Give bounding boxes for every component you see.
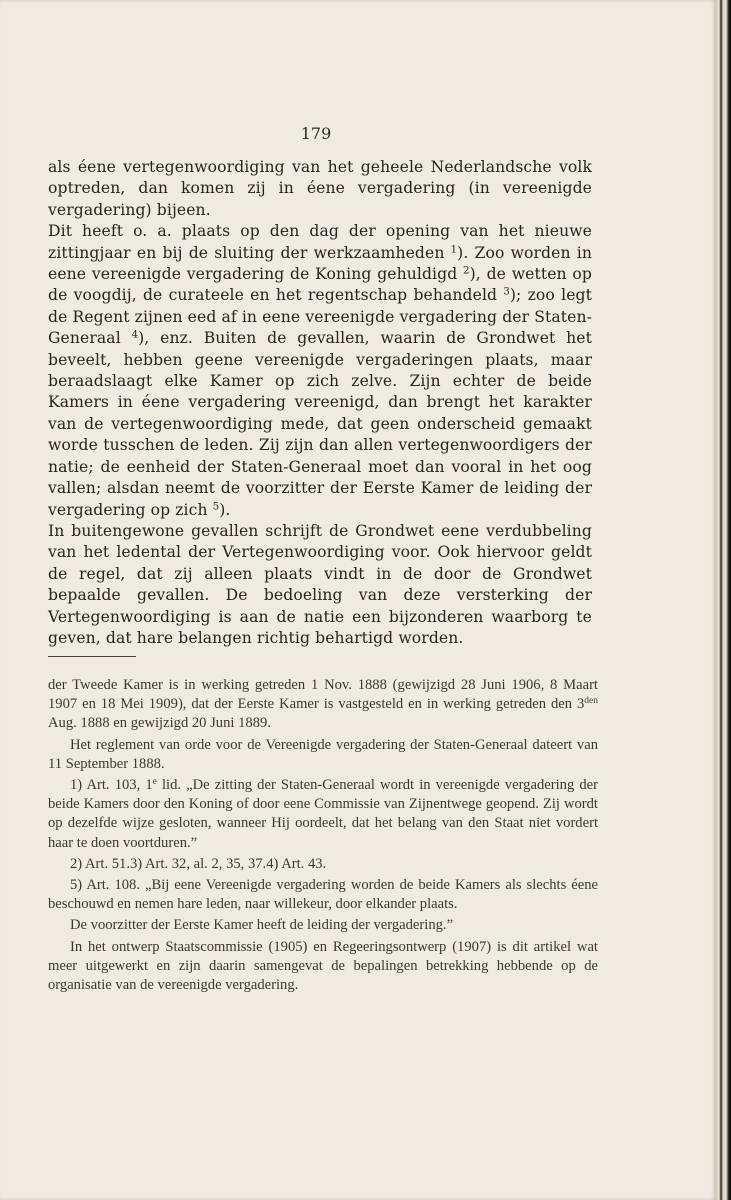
page-number: 179 xyxy=(300,124,332,143)
footnote-ref-2: 2 xyxy=(463,265,470,277)
footnote-ref-5: 5 xyxy=(212,500,220,512)
paragraph-3: In buitengewone gevallen schrijft de Grondwet eene verdubbeling van het ledental der Vertegenwoordiging voor. Ook hiervoor geldt de regel, dat zij alleen plaats vindt in de door de Grondwet bepaalde gevallen. De bedoeling van deze versterking der Vertegenwoordiging is aan de natie een bijzonderen waarborg te geven, dat hare belangen richtig behartigd worden. xyxy=(48,521,592,647)
footnote-5: 5) Art. 108. „Bij eene Vereenigde vergadering worden de beide Kamers als slechts éene beschouwd en nemen hare leden, naar willekeur, door elkander plaats. xyxy=(48,877,598,913)
footnote-4: 4) Art. 43. xyxy=(266,855,327,872)
footnote-2: 2) Art. 51. xyxy=(70,855,130,872)
footnotes xyxy=(48,676,598,997)
footnote-ontwerp: In het ontwerp Staatscommissie (1905) en Regeeringsontwerp (1907) is dit artikel wat meer uitgewerkt en zijn daarin samengevat de bepalingen betrekking hebbende op de organisatie van de vereenigde vergadering. xyxy=(48,938,598,994)
footnote-5-continued: De voorzitter der Eerste Kamer heeft de leiding der vergadering.” xyxy=(70,917,454,934)
paragraph-2: Dit heeft o. a. plaats op den dag der opening van het nieuwe zittingjaar en bij de sluiting der werkzaamheden $^1$). Zoo worden in eene vereenigde vergadering de Koning gehuldigd $^2$), de wetten op de voogdij, de curateele en het regentschap behandeld $^3$); zoo legt de Regent zijnen eed af in eene vereenigde vergadering der Staten-Generaal $^4$), enz. Buiten de gevallen, waarin de Grondwet het beveelt, hebben geene vereenigde vergaderingen plaats, maar beraadslaagt elke Kamer op zich zelve. Zijn echter de beide Kamers in éene vergadering vereenigd, dan brengt het karakter van de vertegenwoordiging mede, dat geen onderscheid gemaakt worde tusschen de leden. Zij zijn dan allen vertegenwoordigers der natie; de eenheid der Staten-Generaal moet dan vooral in het oog vallen; alsdan neemt de voorzitter der Eerste Kamer de leiding der vergadering op zich $^5$). xyxy=(48,222,592,519)
paragraph-1: als éene vertegenwoordiging van het geheele Nederlandsche volk optreden, dan komen zij in éene vergadering (in vereenigde vergadering) bijeen. xyxy=(48,158,592,219)
footnote-reglement: Het reglement van orde voor de Vereenigde vergadering der Staten-Generaal dateert van 11 September 1888. xyxy=(48,736,598,772)
page-edge xyxy=(716,0,731,1200)
footnote-continuation: der Tweede Kamer is in werking getreden 1 Nov. 1888 (gewijzigd 28 Juni 1906, 8 Maart 1907 en 18 Mei 1909), dat der Eerste Kamer is vastgesteld en in werking getreden den $3^{den}$ Aug. 1888 en gewijzigd 20 Juni 1889. xyxy=(48,677,598,732)
footnotes-2-3-4 xyxy=(48,855,598,874)
footnote-ref-1: 1 xyxy=(450,244,458,256)
footnote-3: 3) Art. 32, al. 2, 35, 37. xyxy=(130,855,267,872)
footnote-ref-4: 4 xyxy=(131,329,139,341)
footnote-divider xyxy=(48,656,136,657)
main-text xyxy=(48,157,592,649)
footnote-1: 1) Art. 103, 1e lid. „De zitting der Staten-Generaal wordt in vereenigde vergadering der beide Kamers door den Koning of door eene Commissie van Zijnentwege geopend. Zij wordt op dezelfde wijze gesloten, wanneer Hij oordeelt, dat het belang van den Staat niet vordert haar te doen voortduren.” xyxy=(48,776,598,851)
footnote-ref-3: 3 xyxy=(503,286,510,298)
